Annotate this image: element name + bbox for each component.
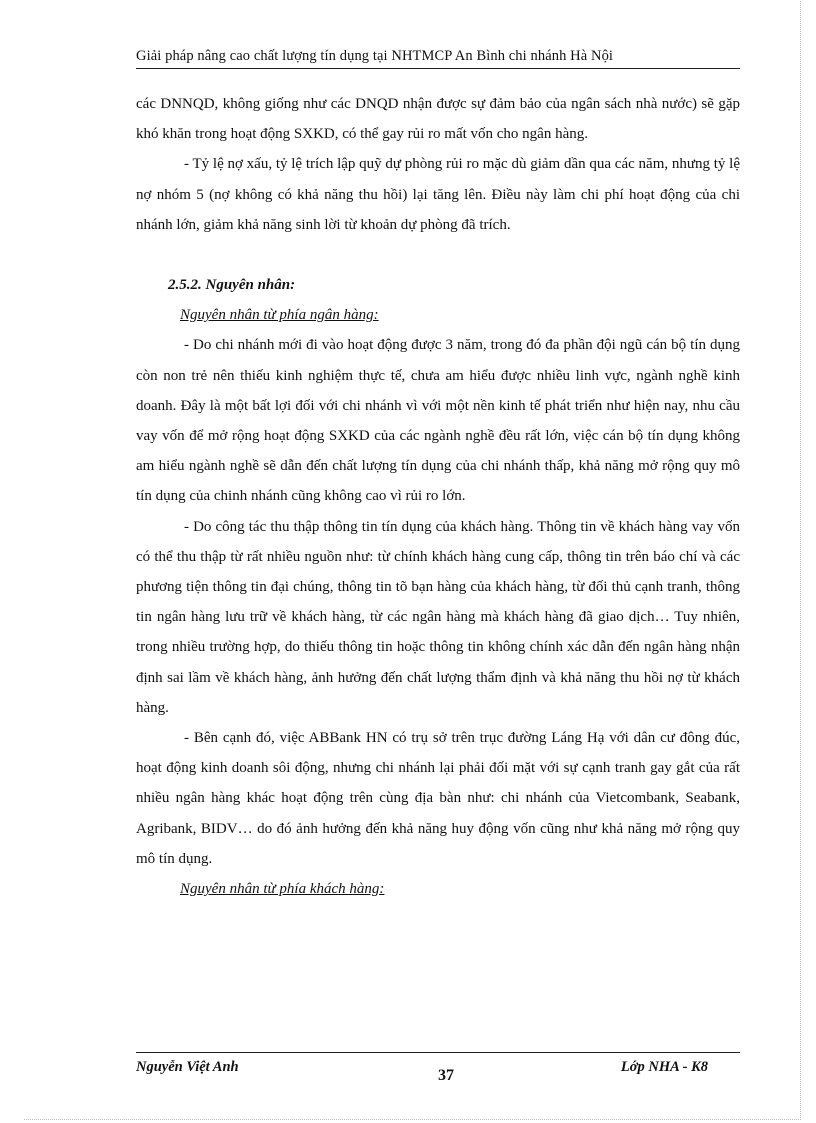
footer-author: Nguyễn Việt Anh bbox=[136, 1059, 239, 1075]
page-number: 37 bbox=[438, 1067, 454, 1084]
paragraph-information-collection: - Do công tác thu thập thông tin tín dụng của khách hàng. Thông tin về khách hàng vay vốn có thể thu thập từ rất nhiều nguồn như: từ chính khách hàng cung cấp, thông tin trên báo chí và các phương tiện thông tin đại chúng, thông tin tõ bạn hàng của khách hàng, từ đối thủ cạnh tranh, thông tin ngân hàng lưu trữ về khách hàng, từ các ngân hàng mà khách hàng đã giao dịch… Tuy nhiên, trong nhiều trường hợp, do thiếu thông tin hoặc thông tin không chính xác dẫn đến ngân hàng nhận định sai lầm về khách hàng, ảnh hưởng đến chất lượng thẩm định và khả năng thu hồi nợ từ khách hàng. bbox=[136, 518, 740, 716]
paragraph-competition: - Bên cạnh đó, việc ABBank HN có trụ sở trên trục đường Láng Hạ với dân cư đông đúc, hoạt động kinh doanh sôi động, nhưng chi nhánh lại phải đối mặt với sự cạnh tranh gay gắt của rất nhiều ngân hàng khác hoạt động trên cùng địa bàn như: chi nhánh của Vietcombank, Seabank, Agribank, BIDV… do đó ảnh hưởng đến khả năng huy động vốn cũng như khả năng mở rộng quy mô tín dụng. bbox=[136, 730, 740, 867]
subheading-bank-causes: Nguyên nhân từ phía ngân hàng: bbox=[180, 307, 379, 324]
header-divider bbox=[136, 68, 740, 69]
paragraph-staff-experience: - Do chi nhánh mới đi vào hoạt động được 3 năm, trong đó đa phần đội ngũ cán bộ tín dụng còn non trẻ nên thiếu kinh nghiệm thực tế, chưa am hiểu được nhiều linh vực, ngành nghề kinh doanh. Đây là một bất lợi đối với chi nhánh vì với một nền kinh tế phát triển như hiện nay, nhu cầu vay vốn để mở rộng hoạt động SXKD của các ngành nghề đều rất lớn, việc cán bộ tín dụng không am hiểu ngành nghề sẽ dẫn đến chất lượng tín dụng của chi nhánh thấp, khả năng mở rộng quy mô tín dụng của chinh nhánh cũng không cao vì rủi ro lớn. bbox=[136, 337, 740, 505]
footer-class-label: Lớp NHA - K8 bbox=[620, 1059, 708, 1075]
subheading-customer-causes: Nguyên nhân từ phía khách hàng: bbox=[180, 881, 385, 898]
document-body bbox=[136, 89, 740, 904]
page-header-title: Giải pháp nâng cao chất lượng tín dụng tại NHTMCP An Bình chi nhánh Hà Nội bbox=[136, 48, 614, 64]
paragraph-continued: các DNNQD, không giống như các DNQD nhận được sự đảm bảo của ngân sách nhà nước) sẽ gặp khó khăn trong hoạt động SXKD, có thể gay rủi ro mất vốn cho ngân hàng. bbox=[136, 96, 740, 143]
paragraph-bad-debt: - Tỷ lệ nợ xấu, tỷ lệ trích lập quỹ dự phòng rủi ro mặc dù giảm dần qua các năm, nhưng tỷ lệ nợ nhóm 5 (nợ không có khả năng thu hồi) lại tăng lên. Điều này làm chi phí hoạt động của chi nhánh lớn, giảm khả năng sinh lời từ khoản dự phòng đã trích. bbox=[136, 156, 740, 233]
footer-divider bbox=[136, 1052, 740, 1053]
section-heading: 2.5.2. Nguyên nhân: bbox=[168, 277, 296, 294]
